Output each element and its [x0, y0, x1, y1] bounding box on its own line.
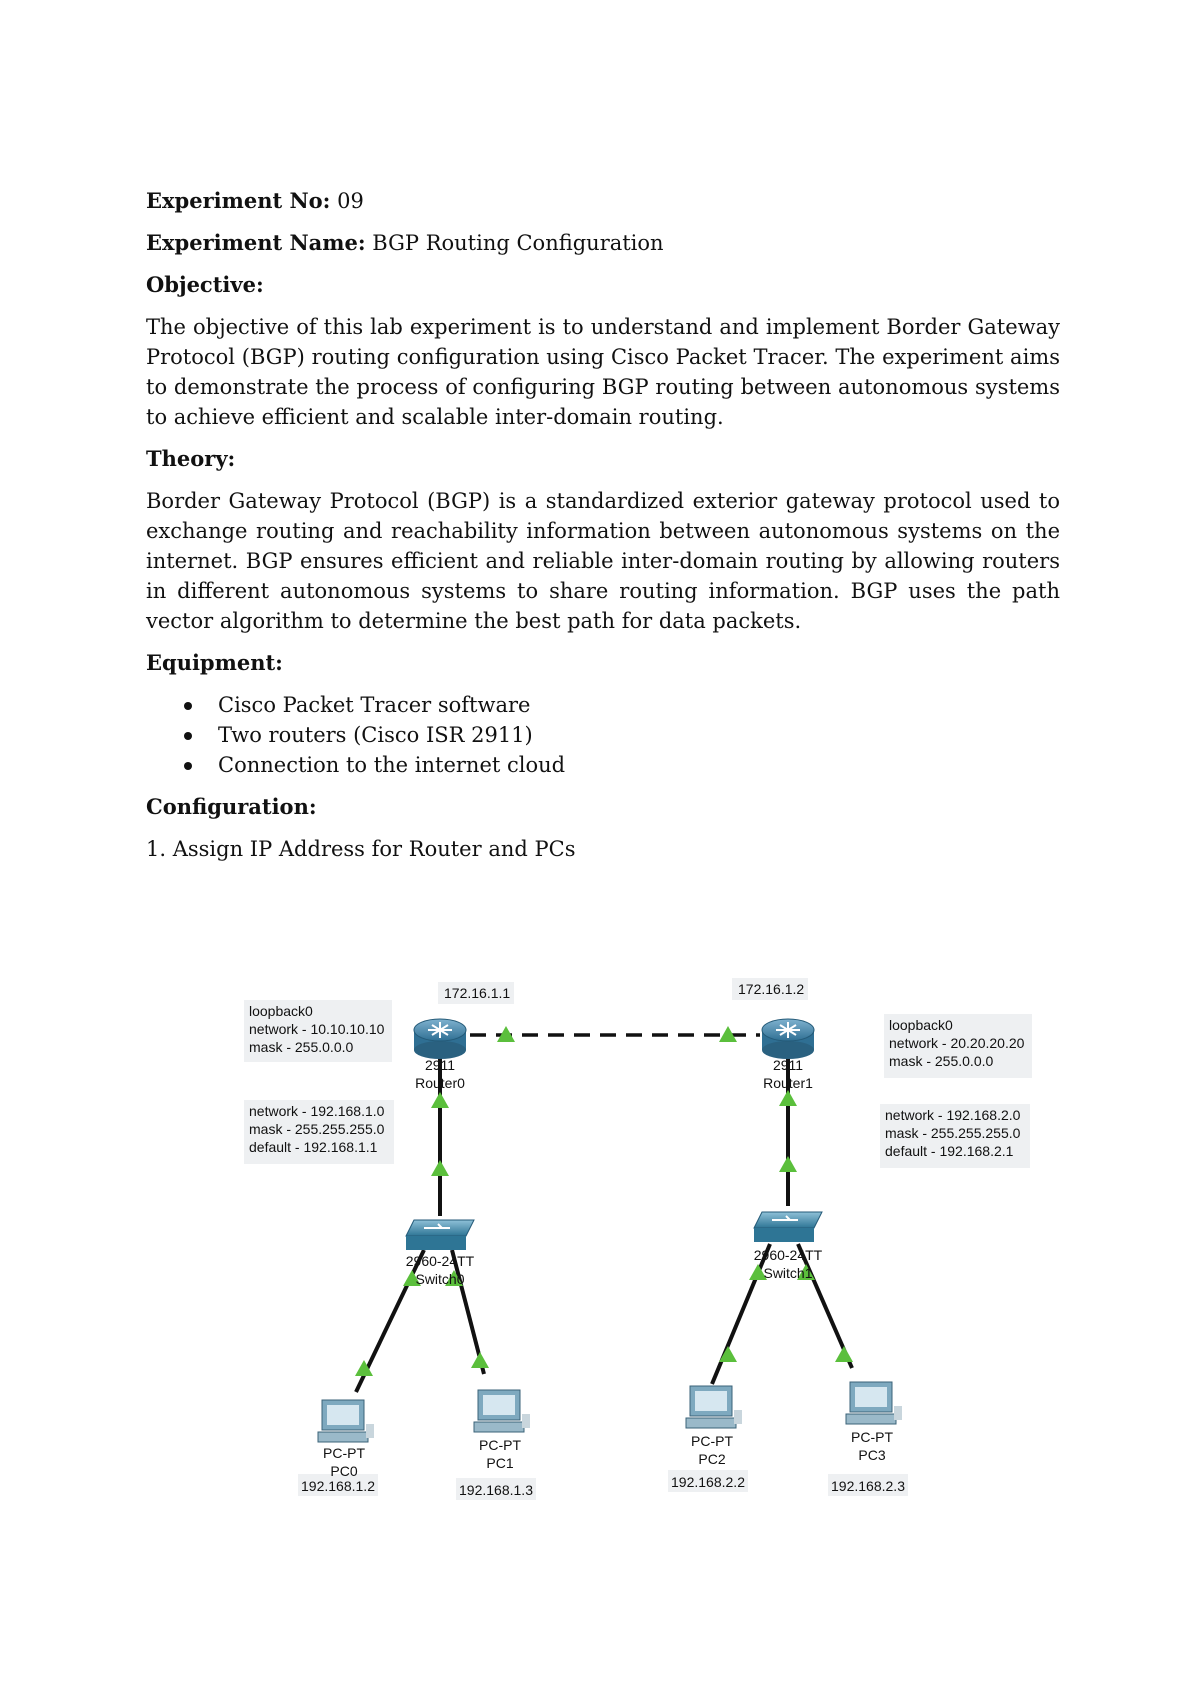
- theory-text: Border Gateway Protocol (BGP) is a standardized exterior gateway protocol used to exchange routing and reachability information between autonomous systems on the internet. BGP ensures efficient and reliable inter-domain routing by allowing routers in different autonomous systems to share routing information. BGP uses the path vector algorithm to determine the best path for data packets.: [146, 489, 1060, 633]
- pc3-icon[interactable]: [846, 1382, 902, 1424]
- experiment-no-value: 09: [337, 189, 364, 213]
- list-item-text: Two routers (Cisco ISR 2911): [218, 723, 533, 747]
- switch1-model-label: 2960-24TT: [753, 1247, 823, 1263]
- pc2-type-label: PC-PT: [691, 1433, 733, 1449]
- switch0-name-label: Switch0: [415, 1271, 465, 1287]
- router1-lan-line: default - 192.168.2.1: [885, 1143, 1014, 1159]
- experiment-name-value: BGP Routing Configuration: [372, 231, 664, 255]
- link-up-icon: [431, 1092, 449, 1108]
- router1-loopback-line: loopback0: [889, 1017, 953, 1033]
- switch1-pc2-link: [712, 1244, 770, 1384]
- pc3-type-label: PC-PT: [851, 1429, 893, 1445]
- pc2-icon[interactable]: [686, 1386, 742, 1428]
- pc1-type-label: PC-PT: [479, 1437, 521, 1453]
- link-up-icon: [471, 1352, 489, 1368]
- router0-model-label: 2911: [424, 1057, 456, 1073]
- router1-lan-line: network - 192.168.2.0: [885, 1107, 1021, 1123]
- router1-ip-label: 172.16.1.2: [738, 981, 805, 997]
- link-up-icon: [719, 1346, 737, 1362]
- configuration-heading: Configuration:: [146, 794, 317, 819]
- switch1-name-label: Switch1: [763, 1265, 813, 1281]
- list-item-text: Connection to the internet cloud: [218, 753, 566, 777]
- link-up-icon: [431, 1160, 449, 1176]
- switch0-model-label: 2960-24TT: [405, 1253, 475, 1269]
- list-item-text: Cisco Packet Tracer software: [218, 693, 531, 717]
- theory-heading: Theory:: [146, 446, 236, 471]
- pc2-ip-label: 192.168.2.2: [671, 1474, 745, 1490]
- pc1-ip-label: 192.168.1.3: [459, 1482, 533, 1498]
- router0-icon[interactable]: [414, 1019, 466, 1059]
- link-up-icon: [779, 1090, 797, 1106]
- switch1-icon[interactable]: [754, 1212, 822, 1242]
- configuration-step-1: 1. Assign IP Address for Router and PCs: [146, 837, 576, 861]
- router0-ip-label: 172.16.1.1: [444, 985, 511, 1001]
- pc3-ip-label: 192.168.2.3: [831, 1478, 905, 1494]
- pc0-icon[interactable]: [318, 1400, 374, 1442]
- router0-lan-line: network - 192.168.1.0: [249, 1103, 385, 1119]
- pc0-ip-label: 192.168.1.2: [301, 1478, 375, 1494]
- router1-loopback-line: mask - 255.0.0.0: [889, 1053, 994, 1069]
- router1-lan-line: mask - 255.255.255.0: [885, 1125, 1021, 1141]
- pc3-name-label: PC3: [858, 1447, 886, 1463]
- link-up-icon: [835, 1346, 853, 1362]
- objective-text: The objective of this lab experiment is to understand and implement Border Gateway Protocol (BGP) routing configuration using Cisco Packet Tracer. The experiment aims to demonstrate the process of configuring BGP routing between autonomous systems to achieve efficient and scalable inter-domain routing.: [146, 315, 1060, 429]
- pc1-name-label: PC1: [486, 1455, 514, 1471]
- objective-heading: Objective:: [146, 272, 264, 297]
- router0-lan-line: default - 192.168.1.1: [249, 1139, 378, 1155]
- router0-loopback-line: loopback0: [249, 1003, 313, 1019]
- link-up-icon: [779, 1156, 797, 1172]
- router1-icon[interactable]: [762, 1019, 814, 1059]
- experiment-name-label: Experiment Name:: [146, 230, 366, 255]
- router0-loopback-line: network - 10.10.10.10: [249, 1021, 385, 1037]
- equipment-heading: Equipment:: [146, 650, 283, 675]
- pc0-name-label: PC0: [330, 1463, 358, 1479]
- experiment-no-label: Experiment No:: [146, 188, 331, 213]
- pc2-name-label: PC2: [698, 1451, 726, 1467]
- router1-name-label: Router1: [763, 1075, 813, 1091]
- router0-lan-line: mask - 255.255.255.0: [249, 1121, 385, 1137]
- router0-loopback-line: mask - 255.0.0.0: [249, 1039, 354, 1055]
- router1-loopback-line: network - 20.20.20.20: [889, 1035, 1025, 1051]
- pc0-type-label: PC-PT: [323, 1445, 365, 1461]
- router1-model-label: 2911: [772, 1057, 804, 1073]
- switch0-icon[interactable]: [406, 1220, 474, 1250]
- pc1-icon[interactable]: [474, 1390, 530, 1432]
- router0-name-label: Router0: [415, 1075, 465, 1091]
